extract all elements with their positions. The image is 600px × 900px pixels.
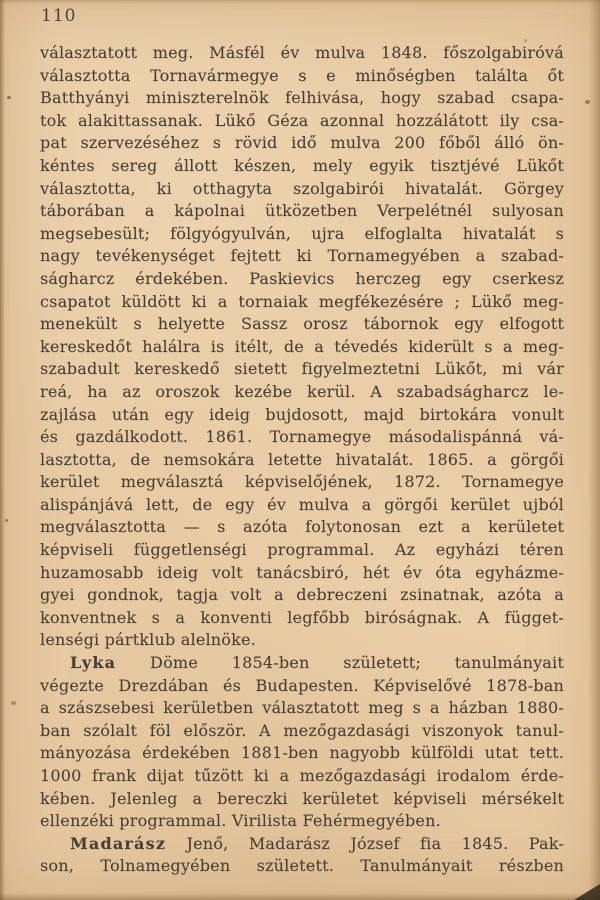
scan-edge-right (588, 0, 600, 900)
text-line: lenségi pártklub alelnöke. (40, 630, 256, 650)
text-line: ellenzéki programmal. Virilista Fehérmegyében. (40, 811, 441, 831)
text-line: lasztotta, de nemsokára letette hivatalát. 1865. a görgői (40, 449, 564, 469)
text-line: és gazdálkodott. 1861. Tornamegye másodalispánná vá- (40, 427, 564, 447)
text-line: képviseli függetlenségi programmal. Az egyházi téren (40, 540, 564, 560)
text-line: pat szervezéséhez s rövid idő mulva 200 főből álló ön- (40, 133, 564, 153)
text-line: ban szólalt föl először. A mezőgazdasági viszonyok tanul- (40, 720, 564, 740)
text-line: mányozása érdekében 1881-ben nagyobb külföldi utat tett. (40, 743, 564, 763)
scan-edge-top (0, 0, 600, 4)
text-line: végezte Drezdában és Budapesten. Képviselővé 1878-ban (40, 675, 564, 695)
text-line: szabadult kereskedő sietett figyelmeztetni Lükőt, mi vár (40, 359, 564, 379)
text-line: gyei gondnok, tagja volt a debreczeni zsinatnak, azóta a (40, 585, 564, 605)
text-line: megsebesült; fölgyógyulván, ujra elfoglalta hivatalát s (40, 223, 564, 243)
text-line: kében. Jelenleg a bereczki kerületet képviseli mérsékelt (40, 788, 564, 808)
text-line: 1000 frank dijat tűzött ki a mezőgazdasági irodalom érde- (40, 766, 564, 785)
text-line: választotta, ki otthagyta szolgabirói hivatalát. Görgey (40, 178, 564, 198)
text-line: Batthyányi miniszterelnök felhivása, hogy szabad csapa- (40, 88, 564, 108)
page-number: 110 (41, 6, 77, 26)
text-line: Madarász Jenő, Madarász József fia 1845. Pak- (70, 833, 564, 853)
text-line: ságharcz érdekében. Paskievics herczeg egy cserkesz (40, 268, 564, 288)
text-line: son, Tolnamegyében született. Tanulmányait részben (40, 856, 564, 876)
text-line: konventnek s a konventi legfőbb biróságnak. A függet- (40, 607, 564, 627)
entry-name: Lyka (70, 653, 117, 673)
text-line: tok alakittassanak. Lükő Géza azonnal hozzálátott ily csa- (40, 110, 564, 130)
paper-speck (585, 100, 590, 104)
text-line: választotta Tornavármegye s e minőségben találta őt (40, 65, 564, 85)
text-line: választatott meg. Másfél év mulva 1848. főszolgabiróvá (40, 43, 564, 62)
text-line: a szászsebesi kerületben választatott meg s a házban 1880- (40, 698, 564, 718)
text-line: megválasztotta — s azóta folytonosan ezt a kerületet (40, 517, 564, 537)
paper-speck (7, 96, 11, 99)
text-line: nagy tevékenységet fejtett ki Tornamegyében a szabad- (40, 246, 564, 266)
text-line: kerület megválasztá képviselőjének, 1872. Tornamegye (40, 472, 564, 492)
text-line: menekült s helyette Sassz orosz tábornok egy elfogott (40, 314, 564, 334)
paper-speck (11, 701, 16, 705)
text-block (40, 42, 564, 878)
text-line: alispánjává lett, de egy év mulva a görgői kerület ujból (40, 494, 564, 514)
text-line: csapatot küldött ki a tornaiak megfékezésére ; Lükő meg- (40, 291, 564, 311)
text-line: reá, ha az oroszok kezébe kerül. A szabadságharcz le- (40, 381, 564, 401)
text-line: táborában a kápolnai ütközetben Verpelétnél sulyosan (40, 201, 564, 221)
text-line: huzamosabb ideig volt tanácsbiró, hét év óta egyházme- (40, 562, 564, 582)
scan-edge-left (0, 0, 5, 900)
entry-name: Madarász (70, 833, 167, 853)
text-line: kéntes sereg állott készen, mely egyik tisztjévé Lükőt (40, 155, 564, 175)
paper-speck (5, 519, 8, 522)
text-line: Lyka Döme 1854-ben született; tanulmányait (70, 653, 564, 673)
text-line: kereskedőt halálra is itélt, de a tévedés kiderült s a meg- (40, 336, 564, 356)
text-line: zajlása után egy ideig bujdosott, majd birtokára vonult (40, 404, 564, 424)
scan-edge-bottom (0, 893, 600, 900)
